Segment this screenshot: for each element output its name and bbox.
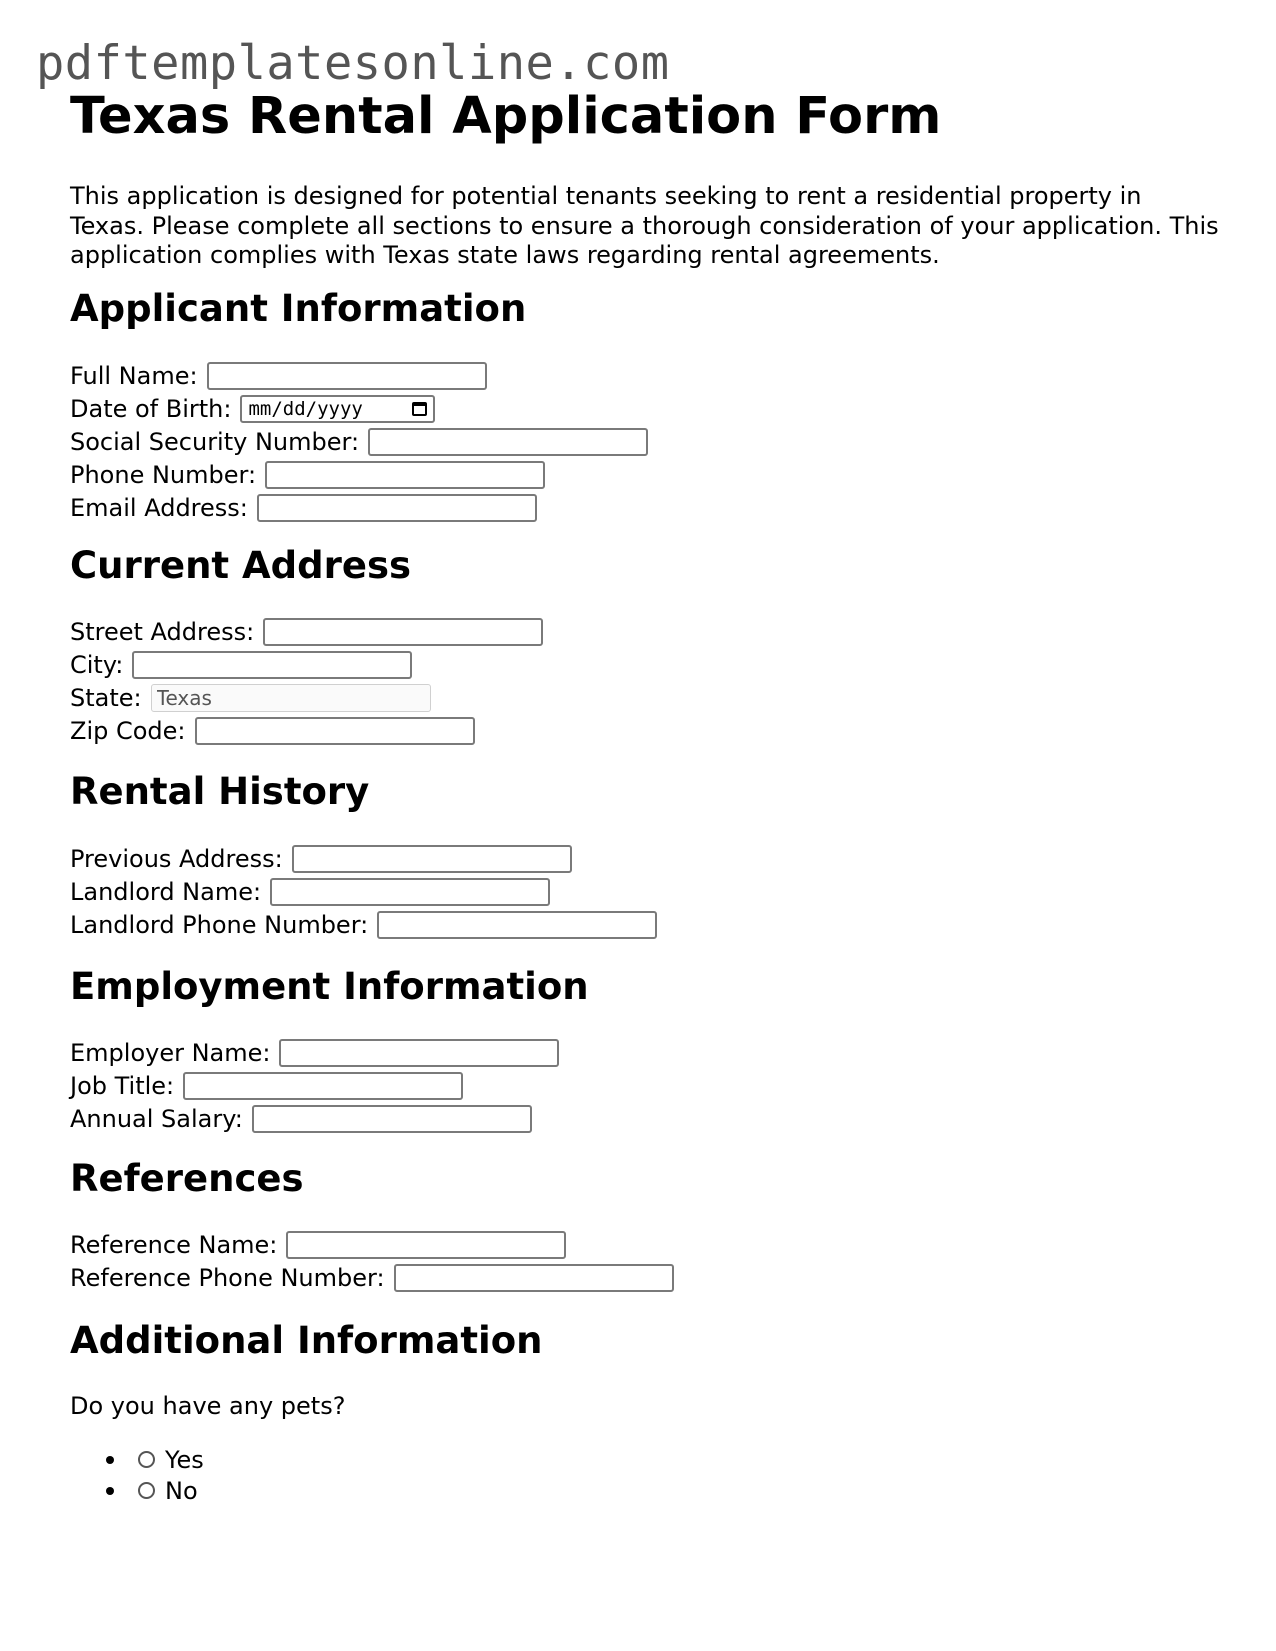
email-row (70, 491, 648, 524)
state-label: State: (70, 683, 142, 712)
radio-no[interactable] (138, 1482, 155, 1499)
landlord-phone-input[interactable] (377, 911, 657, 939)
section-references-heading: References (70, 1157, 304, 1200)
phone-label: Phone Number: (70, 460, 257, 489)
full-name-input[interactable] (207, 362, 487, 390)
dob-row (70, 392, 648, 425)
employment-fields (70, 1036, 559, 1135)
full-name-row (70, 359, 648, 392)
rental-history-fields (70, 842, 657, 941)
city-row (70, 648, 543, 681)
state-input[interactable] (151, 684, 431, 712)
zip-label: Zip Code: (70, 716, 186, 745)
pets-option-yes[interactable] (70, 1444, 204, 1475)
email-label: Email Address: (70, 493, 248, 522)
calendar-icon[interactable] (412, 402, 427, 416)
zip-row (70, 714, 543, 747)
prev-address-input[interactable] (292, 845, 572, 873)
ref-phone-input[interactable] (394, 1264, 674, 1292)
dob-placeholder: mm/dd/yyyy (248, 397, 363, 420)
ssn-label: Social Security Number: (70, 427, 360, 456)
landlord-phone-label: Landlord Phone Number: (70, 910, 369, 939)
section-rental-history-heading: Rental History (70, 770, 370, 813)
job-title-row (70, 1069, 559, 1102)
state-row (70, 681, 543, 714)
landlord-phone-row (70, 908, 657, 941)
ref-name-row (70, 1228, 674, 1261)
phone-row (70, 458, 648, 491)
ssn-input[interactable] (368, 428, 648, 456)
bullet-icon (106, 1487, 114, 1495)
city-input[interactable] (132, 651, 412, 679)
section-additional-heading: Additional Information (70, 1319, 543, 1362)
full-name-label: Full Name: (70, 361, 198, 390)
pets-options (70, 1444, 204, 1506)
employer-input[interactable] (279, 1039, 559, 1067)
ref-phone-row (70, 1261, 674, 1294)
job-title-label: Job Title: (70, 1071, 175, 1100)
watermark: pdftemplatesonline.com (36, 36, 670, 91)
dob-label: Date of Birth: (70, 394, 232, 423)
ref-phone-label: Reference Phone Number: (70, 1263, 385, 1292)
bullet-icon (106, 1456, 114, 1464)
street-label: Street Address: (70, 617, 255, 646)
section-applicant-heading: Applicant Information (70, 287, 527, 330)
option-no-label: No (165, 1476, 198, 1505)
dob-input[interactable] (240, 395, 435, 423)
section-employment-heading: Employment Information (70, 965, 589, 1008)
job-title-input[interactable] (183, 1072, 463, 1100)
radio-yes[interactable] (138, 1451, 155, 1468)
zip-input[interactable] (195, 717, 475, 745)
page-title: Texas Rental Application Form (70, 87, 942, 146)
salary-input[interactable] (252, 1105, 532, 1133)
street-input[interactable] (263, 618, 543, 646)
intro-text: This application is designed for potential tenants seeking to rent a residential property in Texas. Please complete all sections to ensure a thorough consideration of your application. This application complies with Texas state laws regarding rental agreements. (70, 182, 1219, 269)
city-label: City: (70, 650, 124, 679)
applicant-fields (70, 359, 648, 524)
prev-address-row (70, 842, 657, 875)
salary-row (70, 1102, 559, 1135)
pets-question: Do you have any pets? (70, 1392, 346, 1420)
ssn-row (70, 425, 648, 458)
landlord-name-row (70, 875, 657, 908)
ref-name-input[interactable] (286, 1231, 566, 1259)
landlord-name-input[interactable] (270, 878, 550, 906)
landlord-name-label: Landlord Name: (70, 877, 262, 906)
references-fields (70, 1228, 674, 1294)
section-current-address-heading: Current Address (70, 544, 411, 587)
pets-option-no[interactable] (70, 1475, 204, 1506)
ref-name-label: Reference Name: (70, 1230, 278, 1259)
employer-label: Employer Name: (70, 1038, 271, 1067)
current-address-fields (70, 615, 543, 747)
employer-row (70, 1036, 559, 1069)
option-yes-label: Yes (165, 1445, 204, 1474)
prev-address-label: Previous Address: (70, 844, 283, 873)
phone-input[interactable] (265, 461, 545, 489)
salary-label: Annual Salary: (70, 1104, 243, 1133)
street-row (70, 615, 543, 648)
email-input[interactable] (257, 494, 537, 522)
form-page (70, 86, 1220, 1505)
